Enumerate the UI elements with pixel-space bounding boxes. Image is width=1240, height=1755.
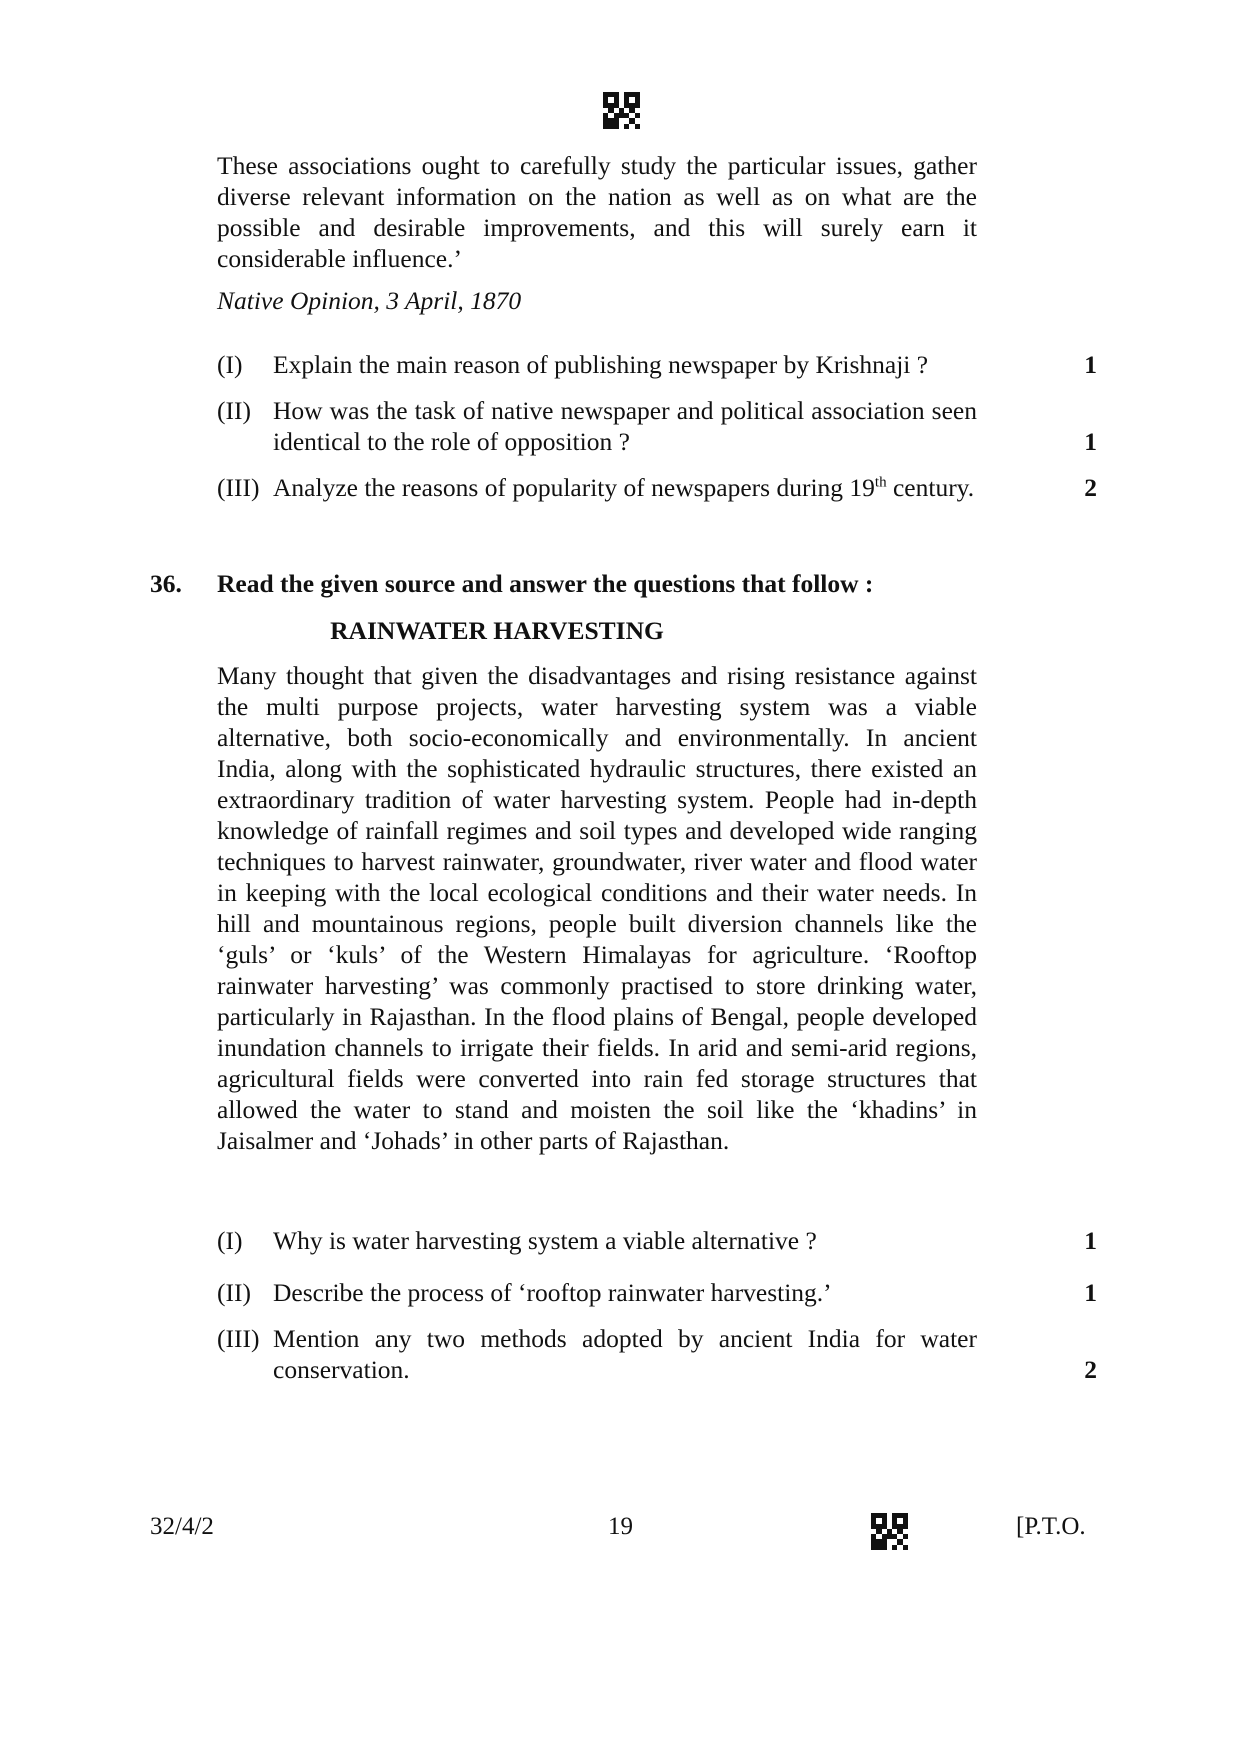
subquestion-number: (II): [217, 396, 251, 425]
question-instruction: Read the given source and answer the questions that follow :: [217, 569, 874, 598]
subquestion-text: [273, 472, 977, 503]
subquestion-text-part: century.: [886, 473, 975, 502]
subquestion-text: How was the task of native newspaper and political association seen identical to the role of opposition ?: [273, 396, 977, 456]
source-continuation-paragraph: These associations ought to carefully study the particular issues, gather diverse relevant information on the nation as well as on what are the possible and desirable improvements, and this will surely earn it considerable influence.’: [217, 151, 977, 273]
subquestion: [217, 349, 1097, 380]
marks: 1: [1084, 1226, 1097, 1255]
marks: 1: [1084, 350, 1097, 379]
subquestion: [217, 1225, 1097, 1256]
source-title: [217, 616, 977, 646]
q35-subquestions: [217, 349, 1097, 503]
marks: 1: [1084, 1278, 1097, 1307]
subquestion-number: (III): [217, 473, 260, 502]
ordinal-superscript: th: [874, 474, 887, 491]
subquestion: [217, 1277, 1097, 1308]
question-number: 36.: [150, 569, 182, 598]
subquestion-text: Why is water harvesting system a viable alternative ?: [273, 1226, 817, 1255]
subquestion-number: (II): [217, 1278, 251, 1307]
subquestion: [217, 1323, 1097, 1385]
subquestion: [217, 472, 1097, 503]
source-passage: Many thought that given the disadvantages and rising resistance against the multi purpose projects, water harvesting system was a viable alternative, both socio-economically and environmentally. In ancient India, along with the sophisticated hydraulic structures, there existed an extraordinary tradition of water harvesting system. People had in-depth knowledge of rainfall regimes and soil types and developed wide ranging techniques to harvest rainwater, groundwater, river water and flood water in keeping with the local ecological conditions and their water needs. In hill and mountainous regions, people built diversion channels like the ‘guls’ or ‘kuls’ of the Western Himalayas for agriculture. ‘Rooftop rainwater harvesting’ was commonly practised to store drinking water, particularly in Rajasthan. In the flood plains of Bengal, people developed inundation channels to irrigate their fields. In arid and semi-arid regions, agricultural fields were converted into rain fed storage structures that allowed the water to stand and moisten the soil like the ‘khadins’ in Jaisalmer and ‘Johads’ in other parts of Rajasthan.: [217, 661, 977, 1155]
subquestion-text: Describe the process of ‘rooftop rainwater harvesting.’: [273, 1278, 832, 1307]
subquestion-text: Explain the main reason of publishing newspaper by Krishnaji ?: [273, 350, 929, 379]
marks: 2: [1084, 1355, 1097, 1384]
please-turn-over: [P.T.O.: [1016, 1513, 1086, 1540]
source-title-text: RAINWATER HARVESTING: [330, 616, 664, 645]
qr-code-icon: [871, 1513, 908, 1550]
subquestion-number: (I): [217, 350, 243, 379]
subquestion-number: (III): [217, 1324, 260, 1353]
paper-code: 32/4/2: [150, 1513, 214, 1540]
subquestion: [217, 395, 1097, 457]
marks: 1: [1084, 427, 1097, 456]
subquestion-text: Mention any two methods adopted by ancient India for water conservation.: [273, 1324, 977, 1384]
subquestion-number: (I): [217, 1226, 243, 1255]
source-citation: Native Opinion, 3 April, 1870: [217, 286, 522, 315]
page-number: 19: [608, 1513, 633, 1540]
subquestion-text-part: Analyze the reasons of popularity of newspapers during 19: [273, 473, 875, 502]
qr-code-icon: [603, 92, 640, 129]
q36-subquestions: [217, 1225, 1097, 1406]
marks: 2: [1084, 473, 1097, 502]
